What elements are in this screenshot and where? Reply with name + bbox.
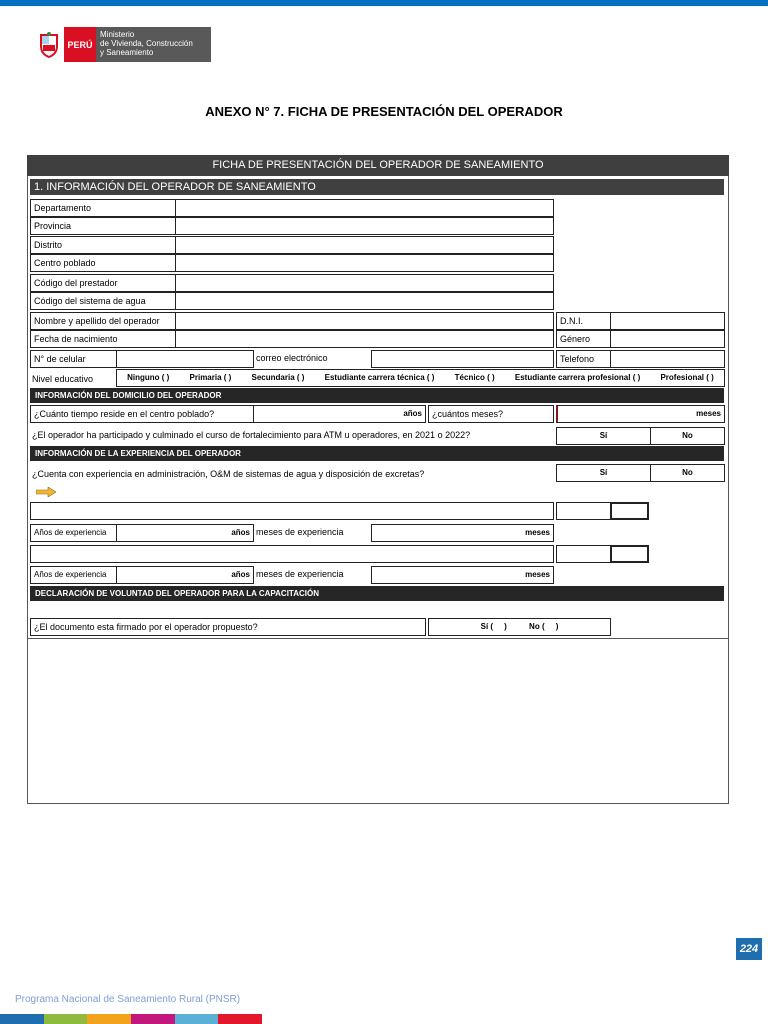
label-anos-experiencia-2: Años de experiencia	[30, 566, 117, 584]
label-meses-experiencia-2: meses de experiencia	[256, 569, 344, 579]
input-distrito[interactable]	[175, 236, 554, 254]
option-ninguno[interactable]: Ninguno ( )	[127, 373, 170, 382]
input-telefono[interactable]	[610, 350, 725, 368]
input-experiencia-1-box[interactable]	[610, 502, 649, 520]
page-title: ANEXO N° 7. FICHA DE PRESENTACIÓN DEL OPERADOR	[205, 104, 563, 119]
experiencia-option-si[interactable]: Sí	[556, 464, 651, 482]
curso-option-si[interactable]: Sí	[556, 427, 651, 445]
label-documento-firmado: ¿El documento esta firmado por el operador propuesto?	[30, 618, 426, 636]
input-anos-experiencia-1[interactable]: años	[116, 524, 254, 542]
option-tecnico[interactable]: Técnico ( )	[454, 373, 495, 382]
label-departamento: Departamento	[30, 199, 176, 217]
arrow-right-icon	[36, 487, 56, 497]
input-meses-experiencia-2[interactable]: meses	[371, 566, 554, 584]
label-meses-experiencia-1: meses de experiencia	[256, 527, 344, 537]
label-provincia: Provincia	[30, 217, 176, 235]
input-nombre[interactable]	[175, 312, 554, 330]
input-dni[interactable]	[610, 312, 725, 330]
input-provincia[interactable]	[175, 217, 554, 235]
label-experiencia: ¿Cuenta con experiencia en administración, O&M de sistemas de agua y disposición de excretas?	[32, 469, 425, 479]
label-codigo-sistema: Código del sistema de agua	[30, 292, 176, 310]
form-header: FICHA DE PRESENTACIÓN DEL OPERADOR DE SANEAMIENTO	[27, 155, 729, 176]
experiencia-section-title: INFORMACIÓN DE LA EXPERIENCIA DEL OPERADOR	[30, 446, 724, 461]
input-anos-reside[interactable]: años	[253, 405, 426, 423]
input-experiencia-1-extra[interactable]	[556, 502, 611, 520]
label-cuantos-meses: ¿cuántos meses?	[428, 405, 554, 423]
declaracion-section-title: DECLARACIÓN DE VOLUNTAD DEL OPERADOR PARA LA CAPACITACIÓN	[30, 586, 724, 601]
input-celular[interactable]	[116, 350, 254, 368]
label-nombre: Nombre y apellido del operador	[30, 312, 176, 330]
option-profesional[interactable]: Profesional ( )	[660, 373, 714, 382]
label-distrito: Distrito	[30, 236, 176, 254]
label-fecha-nacimiento: Fecha de nacimiento	[30, 330, 176, 348]
input-meses-reside[interactable]: meses	[556, 405, 725, 423]
label-genero: Género	[556, 330, 611, 348]
label-curso-fortalecimiento: ¿El operador ha participado y culminado el curso de fortalecimiento para ATM u operadores, en 2021 o 2022?	[32, 430, 471, 440]
input-experiencia-2-box[interactable]	[610, 545, 649, 563]
firmado-options[interactable]: Sí ( ) No ( )	[428, 618, 611, 636]
curso-option-no[interactable]: No	[650, 427, 725, 445]
input-codigo-prestador[interactable]	[175, 274, 554, 292]
label-codigo-prestador: Código del prestador	[30, 274, 176, 292]
input-correo[interactable]	[371, 350, 554, 368]
input-experiencia-2-extra[interactable]	[556, 545, 611, 563]
input-genero[interactable]	[610, 330, 725, 348]
input-experiencia-1[interactable]	[30, 502, 554, 520]
education-options	[116, 369, 725, 387]
label-celular: N° de celular	[30, 350, 117, 368]
label-nivel-educativo: Nivel educativo	[32, 374, 94, 384]
label-dni: D.N.I.	[556, 312, 611, 330]
form-divider	[27, 638, 729, 639]
input-experiencia-2[interactable]	[30, 545, 554, 563]
label-centro-poblado: Centro poblado	[30, 254, 176, 272]
input-codigo-sistema[interactable]	[175, 292, 554, 310]
option-secundaria[interactable]: Secundaria ( )	[251, 373, 305, 382]
input-centro-poblado[interactable]	[175, 254, 554, 272]
label-anos-experiencia-1: Años de experiencia	[30, 524, 117, 542]
label-telefono: Telefono	[556, 350, 611, 368]
peru-label: PERÚ	[64, 27, 96, 62]
option-primaria[interactable]: Primaria ( )	[189, 373, 232, 382]
input-fecha-nacimiento[interactable]	[175, 330, 554, 348]
option-estudiante-profesional[interactable]: Estudiante carrera profesional ( )	[514, 373, 641, 382]
domicilio-section-title: INFORMACIÓN DEL DOMICILIO DEL OPERADOR	[30, 388, 724, 403]
label-tiempo-reside: ¿Cuánto tiempo reside en el centro poblado?	[30, 405, 254, 423]
ministry-logo	[34, 27, 211, 62]
experiencia-option-no[interactable]: No	[650, 464, 725, 482]
footer-program-name: Programa Nacional de Saneamiento Rural (PNSR)	[15, 994, 241, 1005]
option-estudiante-tecnica[interactable]: Estudiante carrera técnica ( )	[324, 373, 435, 382]
page-number: 224	[736, 938, 762, 960]
top-accent-bar	[0, 0, 768, 6]
ministry-name: Ministerio de Vivienda, Construcción y Saneamiento	[96, 27, 211, 62]
input-meses-experiencia-1[interactable]: meses	[371, 524, 554, 542]
input-departamento[interactable]	[175, 199, 554, 217]
label-correo: correo electrónico	[256, 353, 328, 363]
coat-of-arms-icon	[34, 27, 64, 62]
section-1-title: 1. INFORMACIÓN DEL OPERADOR DE SANEAMIENTO	[30, 179, 724, 195]
input-anos-experiencia-2[interactable]: años	[116, 566, 254, 584]
footer-color-stripes	[0, 1014, 262, 1024]
